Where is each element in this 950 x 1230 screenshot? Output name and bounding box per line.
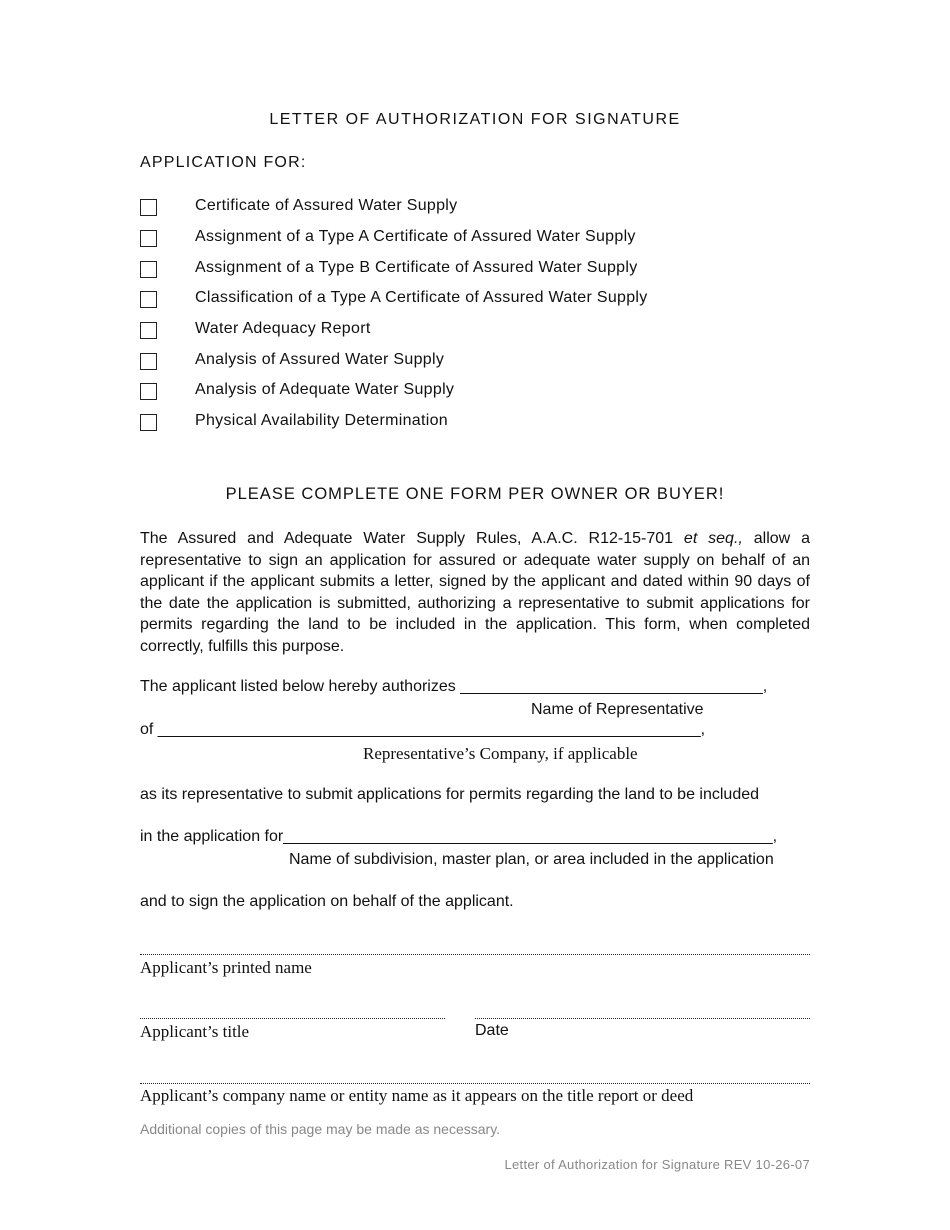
rules-paragraph — [140, 528, 810, 658]
representative-company-caption: Representative’s Company, if applicable — [363, 744, 638, 763]
company-name-field[interactable] — [140, 1083, 810, 1084]
checkbox[interactable] — [140, 414, 157, 431]
of-text: of — [140, 721, 154, 738]
application-for-heading: APPLICATION FOR: — [140, 154, 307, 171]
checkbox[interactable] — [140, 230, 157, 247]
printed-name-field[interactable] — [140, 954, 810, 955]
checkbox[interactable] — [140, 383, 157, 400]
authorizes-text: The applicant listed below hereby authorizes — [140, 678, 456, 695]
application-for-line — [140, 828, 777, 846]
printed-name-label: Applicant’s printed name — [140, 958, 312, 977]
date-field[interactable] — [475, 1018, 810, 1019]
representative-company-field[interactable]: _____________________________________________________________, — [157, 721, 706, 738]
option-label: Certificate of Assured Water Supply — [195, 197, 458, 214]
sign-text: and to sign the application on behalf of the applicant. — [140, 893, 514, 910]
title-label: Applicant’s title — [140, 1022, 250, 1041]
date-label: Date — [475, 1022, 509, 1039]
footnote: Additional copies of this page may be made as necessary. — [140, 1121, 501, 1137]
paragraph-italic: et seq., — [683, 530, 743, 547]
title-field[interactable] — [140, 1018, 445, 1019]
option-label: Assignment of a Type A Certificate of Assured Water Supply — [195, 228, 636, 245]
subdivision-field[interactable]: _______________________________________________________, — [283, 828, 778, 845]
option-label: Analysis of Assured Water Supply — [195, 351, 445, 368]
paragraph-part2: allow a representative to sign an application for assured or adequate water supply on behalf of an applicant if the applicant submits a letter, signed by the applicant and dated within 90 days of the date the application is submitted, authorizing a representative to submit applications for permits regarding the land to be included in the application. This form, when completed correctly, fulfills this purpose. — [140, 530, 810, 655]
checkbox[interactable] — [140, 322, 157, 339]
option-label: Classification of a Type A Certificate of Assured Water Supply — [195, 289, 648, 306]
option-label: Assignment of a Type B Certificate of Assured Water Supply — [195, 259, 638, 276]
notice-heading: PLEASE COMPLETE ONE FORM PER OWNER OR BUYER! — [225, 485, 725, 503]
checkbox[interactable] — [140, 353, 157, 370]
option-label: Analysis of Adequate Water Supply — [195, 381, 455, 398]
checkbox[interactable] — [140, 199, 157, 216]
checkbox[interactable] — [140, 261, 157, 278]
revision-note: Letter of Authorization for Signature REV 10-26-07 — [504, 1157, 810, 1172]
application-for-text: in the application for — [140, 828, 284, 845]
option-label: Physical Availability Determination — [195, 412, 448, 429]
paragraph-part1: The Assured and Adequate Water Supply Rules, A.A.C. R12-15-701 — [140, 530, 684, 547]
representative-text: as its representative to submit applications for permits regarding the land to be included — [140, 786, 760, 803]
authorizes-line — [140, 678, 767, 696]
of-line — [140, 721, 705, 739]
document-title: LETTER OF AUTHORIZATION FOR SIGNATURE — [269, 111, 681, 128]
checkbox[interactable] — [140, 291, 157, 308]
option-label: Water Adequacy Report — [195, 320, 371, 337]
subdivision-caption: Name of subdivision, master plan, or area included in the application — [289, 851, 774, 868]
representative-name-caption: Name of Representative — [531, 701, 704, 718]
company-name-label: Applicant’s company name or entity name as it appears on the title report or deed — [140, 1086, 694, 1105]
representative-name-field[interactable]: __________________________________, — [460, 678, 768, 695]
